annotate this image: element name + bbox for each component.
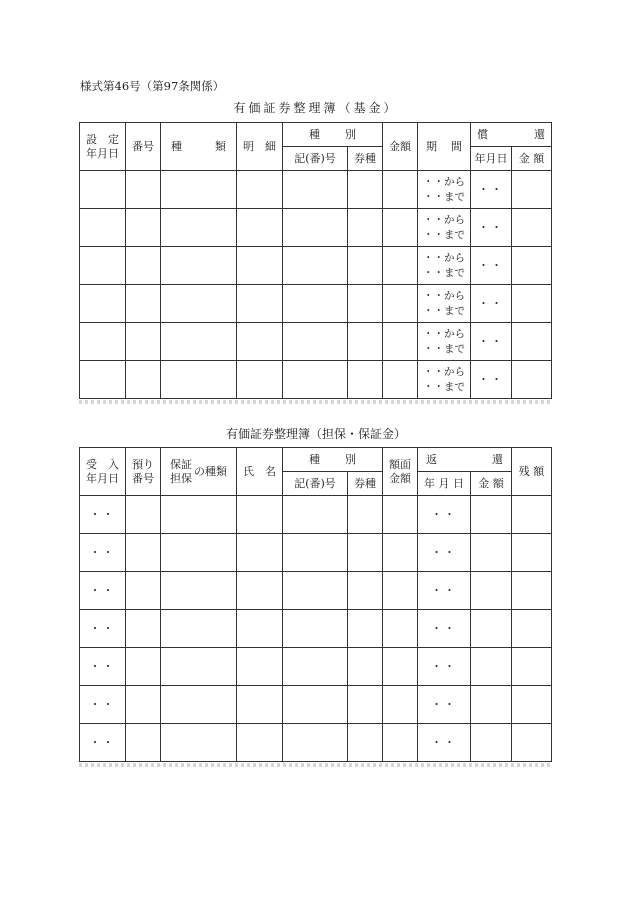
cell-face-value[interactable] (383, 648, 418, 686)
table-row (80, 209, 552, 247)
cell-redemption-amount[interactable] (512, 285, 552, 323)
cell-face-value[interactable] (383, 724, 418, 762)
cell-certificate-type[interactable] (348, 572, 383, 610)
header-certificate-type: 券種 (348, 147, 383, 171)
cell-kind[interactable] (161, 171, 237, 209)
table-row (80, 686, 552, 724)
cell-balance[interactable] (512, 686, 552, 724)
table-row (80, 247, 552, 285)
cell-deposit-number[interactable] (126, 534, 161, 572)
cell-series-number[interactable] (283, 686, 348, 724)
cell-period[interactable]: ・・から ・・まで (418, 285, 471, 323)
table-row (80, 496, 552, 534)
cell-period[interactable]: ・・から ・・まで (418, 171, 471, 209)
cell-name[interactable] (237, 534, 283, 572)
form-number: 様式第46号（第97条関係） (80, 79, 225, 93)
securities-register-fund-table (79, 122, 552, 399)
cell-certificate-type[interactable] (348, 209, 383, 247)
header-certificate-type-2: 券種 (348, 472, 383, 496)
cell-redemption-amount[interactable] (512, 247, 552, 285)
cell-series-number[interactable] (283, 171, 348, 209)
cell-detail[interactable] (237, 171, 283, 209)
cell-number[interactable] (126, 323, 161, 361)
table2-header-row-1 (80, 448, 552, 472)
cell-balance[interactable] (512, 610, 552, 648)
cell-guarantee-kind[interactable] (161, 610, 237, 648)
cell-received-date[interactable]: ・・ (80, 648, 126, 686)
cell-redemption-date[interactable]: ・・ (471, 247, 512, 285)
cell-deposit-number[interactable] (126, 724, 161, 762)
cell-detail[interactable] (237, 361, 283, 399)
tear-edge (79, 400, 551, 404)
cell-redemption-amount[interactable] (512, 361, 552, 399)
cell-received-date[interactable]: ・・ (80, 534, 126, 572)
cell-certificate-type[interactable] (348, 610, 383, 648)
header-deposit-number: 預り 番号 (126, 448, 161, 496)
cell-guarantee-kind[interactable] (161, 572, 237, 610)
cell-certificate-type[interactable] (348, 285, 383, 323)
table2-title: 有価証券整理簿（担保・保証金） (225, 427, 406, 441)
cell-received-date[interactable]: ・・ (80, 496, 126, 534)
cell-redemption-amount[interactable] (512, 171, 552, 209)
table-row (80, 534, 552, 572)
cell-certificate-type[interactable] (348, 247, 383, 285)
cell-kind[interactable] (161, 285, 237, 323)
cell-certificate-type[interactable] (348, 724, 383, 762)
cell-kind[interactable] (161, 361, 237, 399)
cell-return-date[interactable]: ・・ (418, 572, 471, 610)
cell-set-date[interactable] (80, 323, 126, 361)
cell-certificate-type[interactable] (348, 361, 383, 399)
header-category-2: 種 別 (283, 448, 383, 472)
cell-return-amount[interactable] (471, 610, 512, 648)
cell-series-number[interactable] (283, 534, 348, 572)
cell-period[interactable]: ・・から ・・まで (418, 209, 471, 247)
cell-return-date[interactable]: ・・ (418, 648, 471, 686)
table-row (80, 724, 552, 762)
cell-series-number[interactable] (283, 610, 348, 648)
cell-set-date[interactable] (80, 247, 126, 285)
cell-name[interactable] (237, 686, 283, 724)
cell-return-date[interactable]: ・・ (418, 686, 471, 724)
cell-certificate-type[interactable] (348, 323, 383, 361)
cell-face-value[interactable] (383, 572, 418, 610)
cell-name[interactable] (237, 648, 283, 686)
cell-redemption-date[interactable]: ・・ (471, 323, 512, 361)
cell-return-date[interactable]: ・・ (418, 496, 471, 534)
cell-amount[interactable] (383, 247, 418, 285)
table1-header-row-1 (80, 123, 552, 147)
header-period: 期 間 (418, 123, 471, 171)
header-series-number-2: 記(番)号 (283, 472, 348, 496)
cell-name[interactable] (237, 724, 283, 762)
cell-balance[interactable] (512, 648, 552, 686)
table-row (80, 361, 552, 399)
cell-redemption-date[interactable]: ・・ (471, 361, 512, 399)
cell-redemption-amount[interactable] (512, 323, 552, 361)
cell-detail[interactable] (237, 323, 283, 361)
header-amount: 金額 (383, 123, 418, 171)
cell-series-number[interactable] (283, 323, 348, 361)
cell-guarantee-kind[interactable] (161, 648, 237, 686)
cell-amount[interactable] (383, 361, 418, 399)
header-category: 種 別 (283, 123, 383, 147)
header-kind: 種 類 (161, 123, 237, 171)
cell-balance[interactable] (512, 496, 552, 534)
cell-series-number[interactable] (283, 247, 348, 285)
table-row (80, 648, 552, 686)
cell-face-value[interactable] (383, 496, 418, 534)
header-return-date: 年 月 日 (418, 472, 471, 496)
cell-name[interactable] (237, 572, 283, 610)
header-received-date: 受 入 年月日 (80, 448, 126, 496)
cell-guarantee-kind[interactable] (161, 496, 237, 534)
header-series-number: 記(番)号 (283, 147, 348, 171)
cell-certificate-type[interactable] (348, 171, 383, 209)
table-row (80, 171, 552, 209)
cell-set-date[interactable] (80, 209, 126, 247)
cell-return-date[interactable]: ・・ (418, 724, 471, 762)
table-row (80, 285, 552, 323)
header-redemption-date: 年月日 (471, 147, 512, 171)
cell-period[interactable]: ・・から ・・まで (418, 247, 471, 285)
cell-kind[interactable] (161, 323, 237, 361)
cell-redemption-date[interactable]: ・・ (471, 171, 512, 209)
cell-redemption-date[interactable]: ・・ (471, 209, 512, 247)
header-return-amount: 金 額 (471, 472, 512, 496)
cell-redemption-date[interactable]: ・・ (471, 285, 512, 323)
cell-return-amount[interactable] (471, 724, 512, 762)
header-redemption-amount: 金 額 (512, 147, 552, 171)
cell-return-amount[interactable] (471, 572, 512, 610)
cell-return-amount[interactable] (471, 648, 512, 686)
cell-period[interactable]: ・・から ・・まで (418, 323, 471, 361)
cell-received-date[interactable]: ・・ (80, 610, 126, 648)
cell-received-date[interactable]: ・・ (80, 724, 126, 762)
cell-detail[interactable] (237, 285, 283, 323)
cell-series-number[interactable] (283, 572, 348, 610)
header-guarantee-kind: 保証 担保 の種類 (161, 448, 237, 496)
cell-series-number[interactable] (283, 209, 348, 247)
cell-name[interactable] (237, 610, 283, 648)
cell-set-date[interactable] (80, 285, 126, 323)
header-redemption: 償 還 (471, 123, 552, 147)
cell-certificate-type[interactable] (348, 534, 383, 572)
cell-number[interactable] (126, 361, 161, 399)
table-row (80, 323, 552, 361)
cell-number[interactable] (126, 285, 161, 323)
cell-guarantee-kind[interactable] (161, 534, 237, 572)
securities-register-collateral-table (79, 447, 552, 762)
cell-guarantee-kind[interactable] (161, 686, 237, 724)
cell-number[interactable] (126, 171, 161, 209)
cell-number[interactable] (126, 209, 161, 247)
cell-period[interactable]: ・・から ・・まで (418, 361, 471, 399)
cell-kind[interactable] (161, 247, 237, 285)
header-name: 氏 名 (237, 448, 283, 496)
cell-series-number[interactable] (283, 724, 348, 762)
cell-return-amount[interactable] (471, 496, 512, 534)
cell-detail[interactable] (237, 247, 283, 285)
cell-balance[interactable] (512, 534, 552, 572)
cell-series-number[interactable] (283, 648, 348, 686)
cell-redemption-amount[interactable] (512, 209, 552, 247)
header-return: 返 還 (418, 448, 512, 472)
cell-deposit-number[interactable] (126, 648, 161, 686)
header-balance: 残 額 (512, 448, 552, 496)
cell-balance[interactable] (512, 724, 552, 762)
table-row (80, 610, 552, 648)
cell-certificate-type[interactable] (348, 648, 383, 686)
cell-certificate-type[interactable] (348, 496, 383, 534)
cell-face-value[interactable] (383, 534, 418, 572)
cell-guarantee-kind[interactable] (161, 724, 237, 762)
header-set-date: 設 定 年月日 (80, 123, 126, 171)
cell-received-date[interactable]: ・・ (80, 686, 126, 724)
cell-series-number[interactable] (283, 496, 348, 534)
cell-face-value[interactable] (383, 686, 418, 724)
cell-series-number[interactable] (283, 285, 348, 323)
cell-amount[interactable] (383, 285, 418, 323)
cell-deposit-number[interactable] (126, 610, 161, 648)
cell-deposit-number[interactable] (126, 686, 161, 724)
cell-return-date[interactable]: ・・ (418, 610, 471, 648)
cell-set-date[interactable] (80, 361, 126, 399)
header-face-value: 額面 金額 (383, 448, 418, 496)
cell-amount[interactable] (383, 171, 418, 209)
cell-return-amount[interactable] (471, 686, 512, 724)
cell-return-date[interactable]: ・・ (418, 534, 471, 572)
cell-amount[interactable] (383, 323, 418, 361)
table1-title: 有価証券整理簿（基金） (233, 101, 399, 115)
cell-name[interactable] (237, 496, 283, 534)
cell-series-number[interactable] (283, 361, 348, 399)
cell-amount[interactable] (383, 209, 418, 247)
cell-number[interactable] (126, 247, 161, 285)
cell-return-amount[interactable] (471, 534, 512, 572)
tear-edge (79, 763, 551, 767)
cell-detail[interactable] (237, 209, 283, 247)
cell-received-date[interactable]: ・・ (80, 572, 126, 610)
cell-set-date[interactable] (80, 171, 126, 209)
cell-deposit-number[interactable] (126, 572, 161, 610)
header-detail: 明 細 (237, 123, 283, 171)
cell-kind[interactable] (161, 209, 237, 247)
cell-deposit-number[interactable] (126, 496, 161, 534)
header-number: 番号 (126, 123, 161, 171)
table-row (80, 572, 552, 610)
cell-balance[interactable] (512, 572, 552, 610)
cell-certificate-type[interactable] (348, 686, 383, 724)
cell-face-value[interactable] (383, 610, 418, 648)
